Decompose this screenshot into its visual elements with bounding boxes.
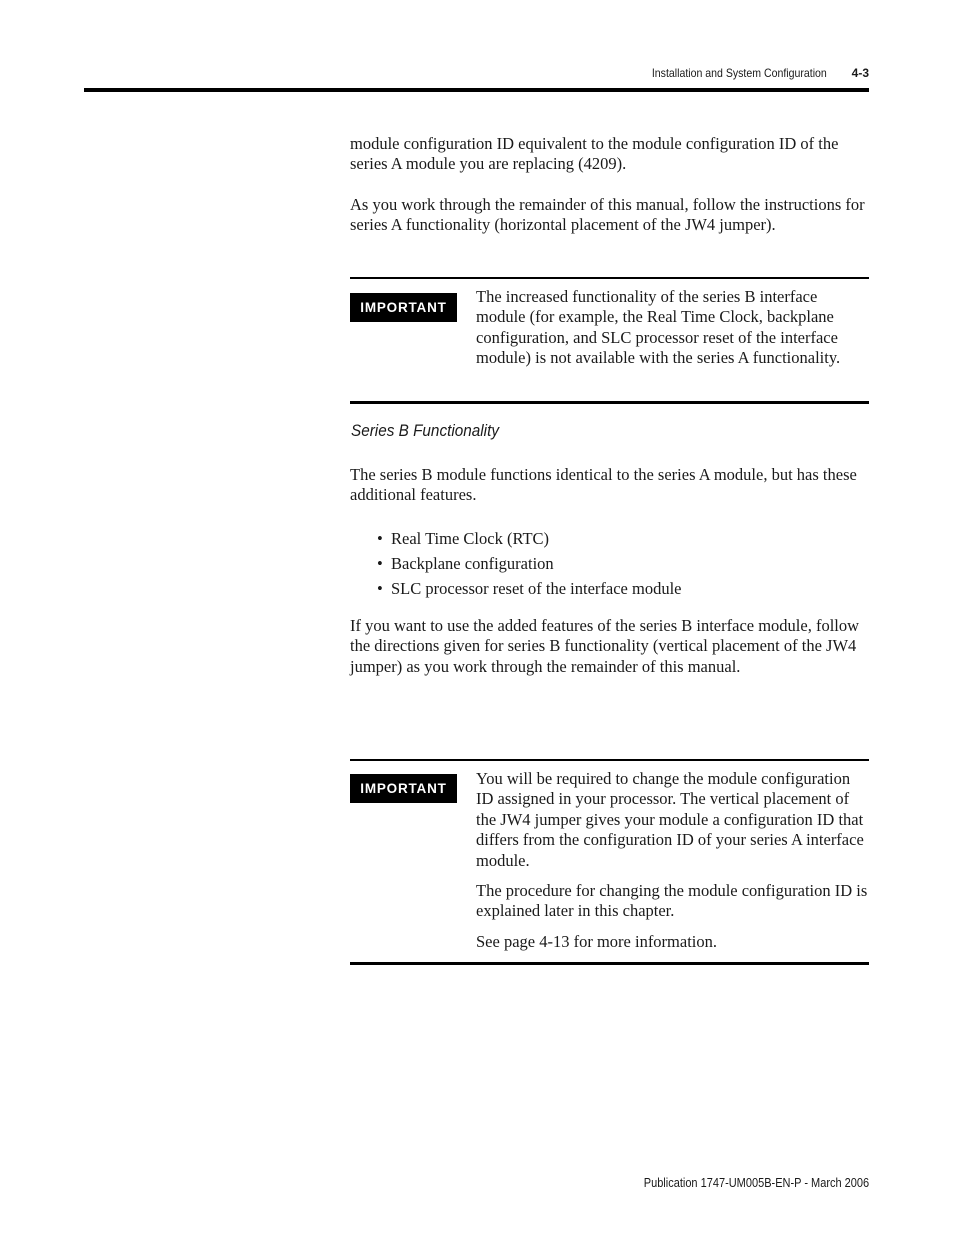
paragraph-1: module configuration ID equivalent to the module configuration ID of the series A module you are replacing (4209).	[350, 134, 839, 174]
bullet-icon: •	[377, 529, 383, 548]
important-label: IMPORTANT	[350, 774, 457, 803]
important-note-paragraph: The increased functionality of the series B interface module (for example, the Real Time Clock, backplane configuration, and SLC processor reset of the interface module) is not available with the series A functionality.	[476, 287, 841, 368]
important-note-2	[350, 759, 869, 965]
paragraph-1-container	[350, 134, 869, 175]
important-note-text	[476, 287, 869, 379]
paragraph-4: If you want to use the added features of the series B interface module, follow the directions given for series B functionality (vertical placement of the JW4 jumper) as you work through the remainder of this manual.	[350, 616, 860, 676]
section-subheading: Series B Functionality	[351, 421, 499, 440]
bullet-icon: •	[377, 579, 383, 598]
important-note-1	[350, 277, 869, 404]
paragraph-3-container	[350, 465, 869, 506]
paragraph-2: As you work through the remainder of this manual, follow the instructions for series A functionality (horizontal placement of the JW4 jumper).	[350, 195, 865, 235]
important-note-paragraph: You will be required to change the module configuration ID assigned in your processor. The vertical placement of the JW4 jumper gives your module a configuration ID that differs from the configuration ID of your series A interface module.	[476, 769, 864, 870]
feature-list	[377, 526, 681, 601]
important-note-text	[476, 769, 869, 962]
paragraph-2-container	[350, 195, 869, 236]
list-item: • Real Time Clock (RTC)	[377, 526, 681, 551]
list-item: • Backplane configuration	[377, 551, 681, 576]
page-number: 4-3	[851, 66, 869, 80]
list-item: • SLC processor reset of the interface module	[377, 576, 681, 601]
important-note-paragraph: See page 4-13 for more information.	[476, 931, 718, 951]
important-note-paragraph: The procedure for changing the module configuration ID is explained later in this chapter.	[476, 881, 868, 921]
page-header	[84, 66, 869, 82]
paragraph-4-container	[350, 616, 869, 677]
important-label: IMPORTANT	[350, 293, 457, 322]
bullet-icon: •	[377, 554, 383, 573]
publication-footer: Publication 1747-UM005B-EN-P - March 2006	[643, 1176, 869, 1190]
header-rule	[84, 88, 869, 92]
section-title: Installation and System Configuration	[652, 66, 827, 80]
paragraph-3: The series B module functions identical to the series A module, but has these additional features.	[350, 465, 857, 505]
